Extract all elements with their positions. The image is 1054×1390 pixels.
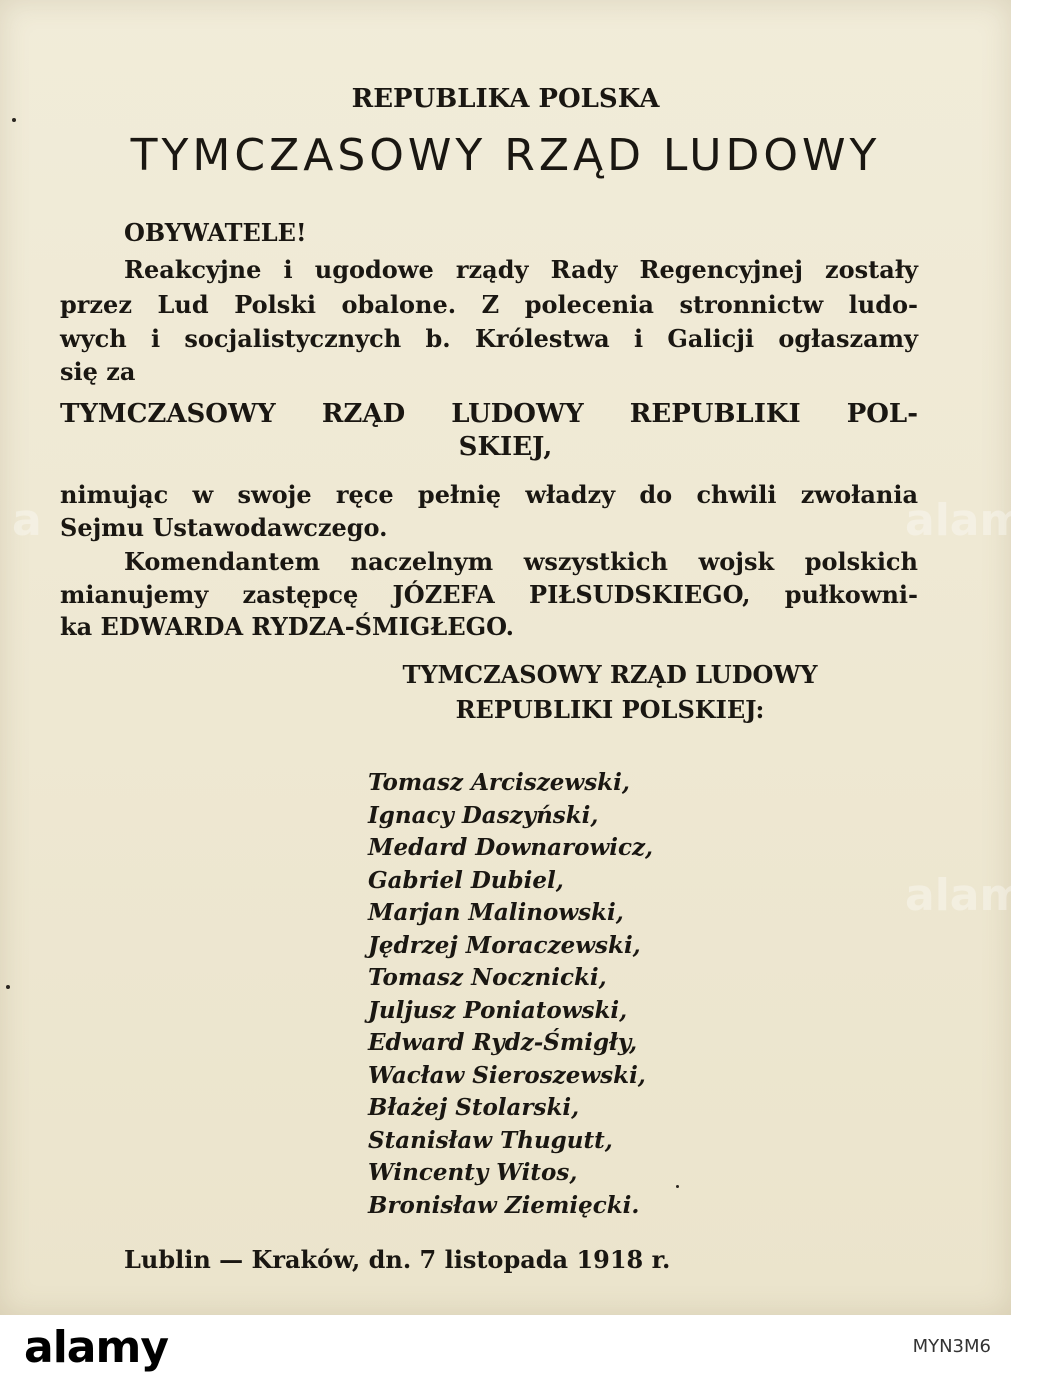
stock-image-id: MYN3M6 [912, 1336, 991, 1357]
signatory: Jędrzej Moraczewski, [368, 931, 641, 959]
signatory: Stanisław Thugutt, [368, 1126, 613, 1154]
signatory: Marjan Malinowski, [368, 899, 624, 926]
signatory: Medard Downarowicz, [368, 834, 654, 861]
watermark-logo: a [12, 495, 42, 546]
signatory: Edward Rydz-Śmigły, [368, 1029, 638, 1056]
signatory: Tomasz Arciszewski, [368, 769, 630, 796]
document-title: TYMCZASOWY RZĄD LUDOWY [130, 130, 881, 181]
para3-line1: Komendantem naczelnym wszystkich wojsk polskich [124, 547, 918, 576]
signatory: Ignacy Daszyński, [368, 801, 599, 829]
signature-heading-line1: TYMCZASOWY RZĄD LUDOWY [402, 660, 818, 689]
signature-heading-line2: REPUBLIKI POLSKIEJ: [455, 695, 765, 724]
greeting: OBYWATELE! [124, 218, 307, 247]
signatory: Wincenty Witos, [368, 1159, 578, 1186]
para3-line2: mianujemy zastępcę JÓZEFA PIŁSUDSKIEGO, pułkowni- [60, 580, 918, 609]
para2-line1: nimując w swoje ręce pełnię władzy do chwili zwołania [60, 480, 918, 509]
para1-line3: wych i socjalistycznych b. Królestwa i Galicji ogłaszamy [60, 324, 918, 353]
signatory: Juljusz Poniatowski, [368, 996, 628, 1024]
place-date: Lublin — Kraków, dn. 7 listopada 1918 r. [124, 1245, 671, 1274]
signatory: Tomasz Nocznicki, [368, 964, 607, 991]
para1-line2: przez Lud Polski obalone. Z polecenia stronnictw ludo- [60, 290, 918, 319]
signatory: Wacław Sieroszewski, [368, 1061, 646, 1089]
proclamation-line1: TYMCZASOWY RZĄD LUDOWY REPUBLIKI POL- [60, 399, 918, 429]
para1-line4: się za [60, 357, 136, 386]
paper-speck [12, 118, 16, 122]
paper-speck [676, 1185, 679, 1188]
paper-speck [6, 985, 10, 989]
watermark-logo: alamy [905, 870, 1054, 921]
para1-line1: Reakcyjne i ugodowe rządy Rady Regencyjnej zostały [124, 255, 918, 284]
alamy-logo: alamy [24, 1322, 168, 1373]
signatory: Gabriel Dubiel, [368, 866, 564, 894]
header-republika: REPUBLIKA POLSKA [351, 84, 660, 114]
watermark-logo: alamy [905, 495, 1054, 546]
para3-line3: ka EDWARDA RYDZA-ŚMIGŁEGO. [60, 612, 514, 641]
proclamation-line2: SKIEJ, [458, 432, 553, 462]
signatory: Bronisław Ziemięcki. [368, 1191, 640, 1219]
para2-line2: Sejmu Ustawodawczego. [60, 513, 388, 542]
signatories-list [368, 767, 653, 1222]
signatory: Błażej Stolarski, [368, 1094, 580, 1121]
